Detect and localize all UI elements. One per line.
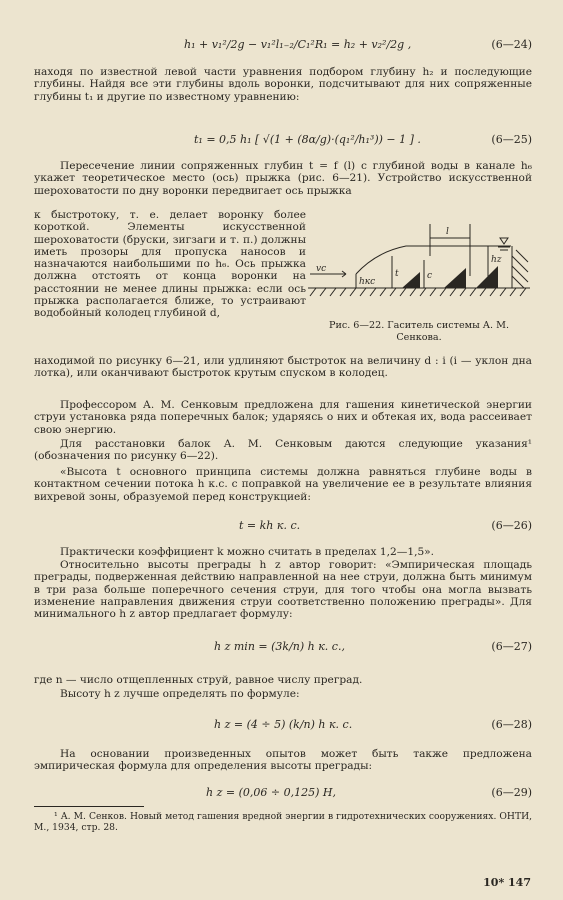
- paragraph: Высоту h z лучше определять по формуле:: [60, 688, 300, 700]
- page-number: 10* 147: [483, 876, 531, 889]
- paragraph: Пересечение линии сопряженных глубин t = f (l) с глубиной воды в канале h₆ укажет теоретическое место (ось) прыжка (рис. 6—21). Устройство искусственной шероховатости по дну воронки передвигает ось прыжка: [34, 160, 532, 197]
- figure-caption: Рис. 6—22. Гаситель системы А. М. Сенкова.: [328, 320, 510, 343]
- baffle-block: [476, 266, 498, 288]
- paragraph: находимой по рисунку 6—21, или удлиняют быстроток на величину d : i (i — уклон дна лотка), или оканчивают быстроток крутым спуском в колодец.: [34, 355, 532, 380]
- baffle-block: [402, 272, 420, 288]
- baffle-block: [444, 268, 466, 288]
- equation-6-28: [34, 718, 532, 740]
- equation-6-29: [34, 786, 532, 808]
- equation-number: (6—29): [491, 786, 532, 799]
- equation-number: (6—28): [491, 718, 532, 731]
- footnote: ¹ А. М. Сенков. Новый метод гашения вредной энергии в гидротехнических сооружениях. ОНТИ, М., 1934, стр. 28.: [34, 811, 532, 833]
- equation-6-25: [34, 133, 532, 155]
- paragraph: Практически коэффициент k можно считать в пределах 1,2—1,5».: [60, 546, 435, 558]
- equation-number: (6—25): [491, 133, 532, 146]
- equation-6-27: [34, 640, 532, 662]
- equation-formula: h z = (4 ÷ 5) (k/n) h к. с.: [214, 718, 353, 731]
- paragraph: где n — число отщепленных струй, равное числу преград.: [34, 674, 363, 686]
- label-l: l: [446, 227, 449, 237]
- paragraph: находя по известной левой части уравнения подбором глубину h₂ и последующие глубины. Найдя все эти глубины вдоль воронки, подсчитывают для них сопряженные глубины t₁ и другие по известному уравнению:: [34, 66, 532, 103]
- label-hz: hz: [491, 255, 502, 265]
- figure-senkov-damper: [306, 216, 532, 326]
- equation-formula: t = kh к. с.: [239, 519, 301, 532]
- equation-6-24: [34, 38, 532, 60]
- equation-formula: h z = (0,06 ÷ 0,125) H,: [206, 786, 336, 799]
- paragraph: Профессором А. М. Сенковым предложена для гашения кинетической энергии струи установка ряда поперечных балок; ударяясь о них и обтекая их, вода рассеивает свою энергию.: [34, 399, 532, 436]
- label-hkc: hкс: [359, 277, 376, 287]
- equation-formula: t₁ = 0,5 h₁ [ √(1 + (8α/g)·(q₁²/h₁³)) − 1 ] .: [194, 133, 421, 146]
- paragraph: «Высота t основного принципа системы должна равняться глубине воды в контактном сечении потока h к.с. с поправкой на увеличение ее в результате влияния вихревой зоны, образуемой перед конструкцией:: [34, 466, 532, 503]
- footnote-rule: [34, 806, 144, 807]
- equation-number: (6—24): [491, 38, 532, 51]
- equation-formula: h z min = (3k/n) h к. с.,: [214, 640, 345, 653]
- bed-hatching: [310, 288, 526, 296]
- label-c: c: [427, 271, 433, 281]
- equation-formula: h₁ + v₁²/2g − v₁²l₁₋₂/C₁²R₁ = h₂ + v₂²/2g ,: [184, 38, 412, 51]
- label-t: t: [395, 269, 399, 279]
- paragraph-wrapped: к быстротоку, т. е. делает воронку более короткой. Элементы искусственной шероховатости (бруски, зигзаги и т. п.) должны иметь прозоры для пропуска наносов и назначаются наибольшими по h₆. Ось прыжка должна отстоять от конца воронки на расстоянии не менее длины прыжка: если ось прыжка располагается ближе, то устраивают водобойный колодец глубиной d,: [34, 209, 306, 320]
- label-vc: vс: [316, 264, 327, 274]
- water-level-marker: [500, 238, 508, 244]
- baffle-blocks: [402, 266, 498, 288]
- equation-6-26: [34, 519, 532, 541]
- equation-number: (6—26): [491, 519, 532, 532]
- paragraph: На основании произведенных опытов может быть также предложена эмпирическая формула для определения высоты преграды:: [34, 748, 532, 773]
- paragraph: Относительно высоты преграды h z автор говорит: «Эмпирическая площадь преграды, подверженная действию направленной на нее струи, должна быть минимум в три раза больше поперечного сечения струи, для того чтобы она могла вызвать изменение направления движения струи соответственно положению преграды». Для минимального h z автор предлагает формулу:: [34, 559, 532, 621]
- paragraph: Для расстановки балок А. М. Сенковым даются следующие указания¹ (обозначения по рисунку 6—22).: [34, 438, 532, 463]
- equation-number: (6—27): [491, 640, 532, 653]
